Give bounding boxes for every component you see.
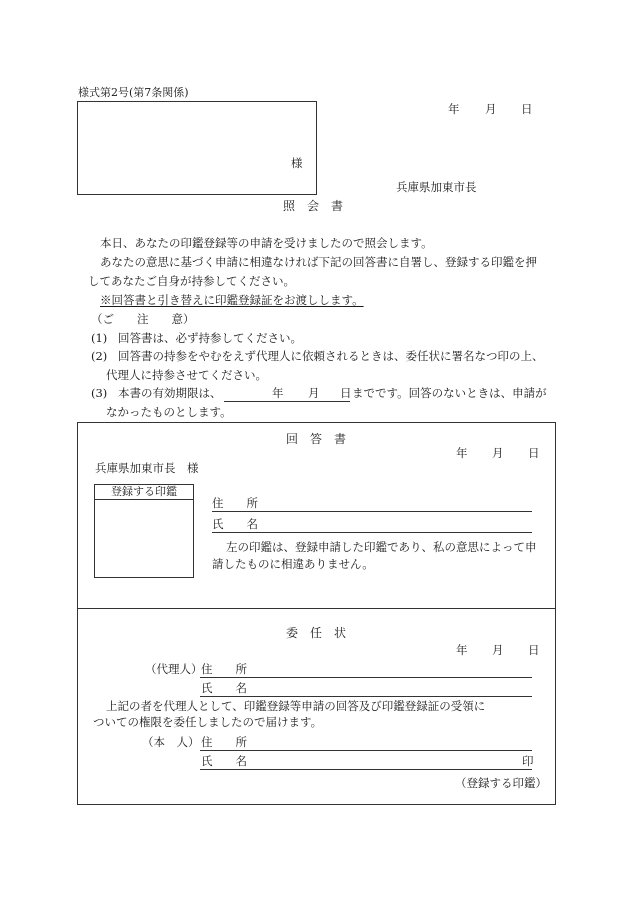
proxy-agent-label: （代理人）: [145, 662, 203, 676]
note-3-expiry-underline: [224, 401, 350, 402]
registered-seal-box: [94, 484, 194, 578]
proxy-principal-address-label: 住 所: [201, 735, 247, 749]
proxy-agent-name-line[interactable]: [200, 696, 532, 697]
answer-date-month: 月: [492, 446, 504, 460]
body-paragraph-2-line-2: してあなたご自身が持参してください。: [88, 274, 295, 288]
answer-date-day: 日: [528, 446, 540, 460]
answer-addressee: 兵庫県加東市長 様: [95, 461, 199, 475]
proxy-agent-address-label: 住 所: [201, 662, 247, 676]
answer-statement-line-2: 請したものに相違ありません。: [212, 557, 374, 571]
note-3-day: 日: [340, 386, 352, 400]
note-1-text: 回答書は、必ず持参してください。: [118, 331, 302, 345]
note-3-year: 年: [272, 386, 284, 400]
header-date-year: 年: [448, 102, 460, 116]
note-3-suffix: までです。回答のないときは、申請が: [352, 386, 547, 400]
proxy-agent-name-label: 氏 名: [201, 681, 247, 695]
proxy-principal-name-label: 氏 名: [201, 754, 247, 768]
note-2-number: (2): [91, 349, 108, 363]
page-title: 照 会 書: [283, 199, 344, 213]
note-2-text-line-2: 代理人に持参させてください。: [106, 368, 267, 382]
proxy-statement-line-1: 上記の者を代理人として、印鑑登録等申請の回答及び印鑑登録証の受領に: [106, 699, 486, 713]
registered-seal-label: 登録する印鑑: [95, 485, 193, 500]
proxy-principal-label: （本 人）: [142, 735, 200, 749]
section-divider: [77, 608, 556, 609]
header-date-day: 日: [521, 102, 533, 116]
proxy-date-month: 月: [492, 643, 504, 657]
issuer: 兵庫県加東市長: [396, 180, 477, 194]
note-3-prefix: 本書の有効期限は、: [118, 386, 222, 400]
answer-address-line[interactable]: [212, 511, 532, 512]
form-number: 様式第2号(第7条関係): [78, 86, 189, 99]
addressee-honorific: 様: [291, 156, 303, 170]
note-3-month: 月: [308, 386, 320, 400]
header-date-month: 月: [485, 102, 497, 116]
proxy-principal-address-line[interactable]: [200, 750, 532, 751]
note-3-number: (3): [91, 386, 108, 400]
proxy-principal-name-line[interactable]: [200, 769, 532, 770]
note-2-text-line-1: 回答書の持参をやむをえず代理人に依頼されるときは、委任状に署名なつ印の上、: [118, 349, 544, 363]
proxy-registered-seal-note: （登録する印鑑）: [455, 776, 547, 790]
notes-heading: （ご 注 意）: [91, 312, 195, 326]
answer-name-label: 氏 名: [212, 517, 258, 531]
proxy-agent-address-line[interactable]: [200, 677, 532, 678]
body-notice: ※回答書と引き替えに印鑑登録証をお渡しします。: [100, 293, 364, 307]
proxy-seal-mark: 印: [522, 754, 534, 768]
proxy-date-year: 年: [456, 643, 468, 657]
answer-statement-line-1: 左の印鑑は、登録申請した印鑑であり、私の意思によって申: [226, 540, 537, 554]
note-3-text-line-2: なかったものとします。: [106, 405, 232, 419]
answer-date-year: 年: [456, 446, 468, 460]
addressee-box: [77, 101, 317, 195]
answer-title: 回 答 書: [286, 432, 347, 446]
answer-name-line[interactable]: [212, 532, 532, 533]
answer-address-label: 住 所: [212, 496, 258, 510]
body-paragraph-1: 本日、あなたの印鑑登録等の申請を受けましたので照会します。: [100, 236, 433, 250]
proxy-date-day: 日: [528, 643, 540, 657]
proxy-title: 委 任 状: [286, 626, 347, 640]
body-paragraph-2-line-1: あなたの意思に基づく申請に相違なければ下記の回答書に自署し、登録する印鑑を押: [100, 255, 537, 269]
proxy-statement-line-2: ついての権限を委任しましたので届けます。: [93, 715, 323, 729]
note-1-number: (1): [91, 331, 108, 345]
